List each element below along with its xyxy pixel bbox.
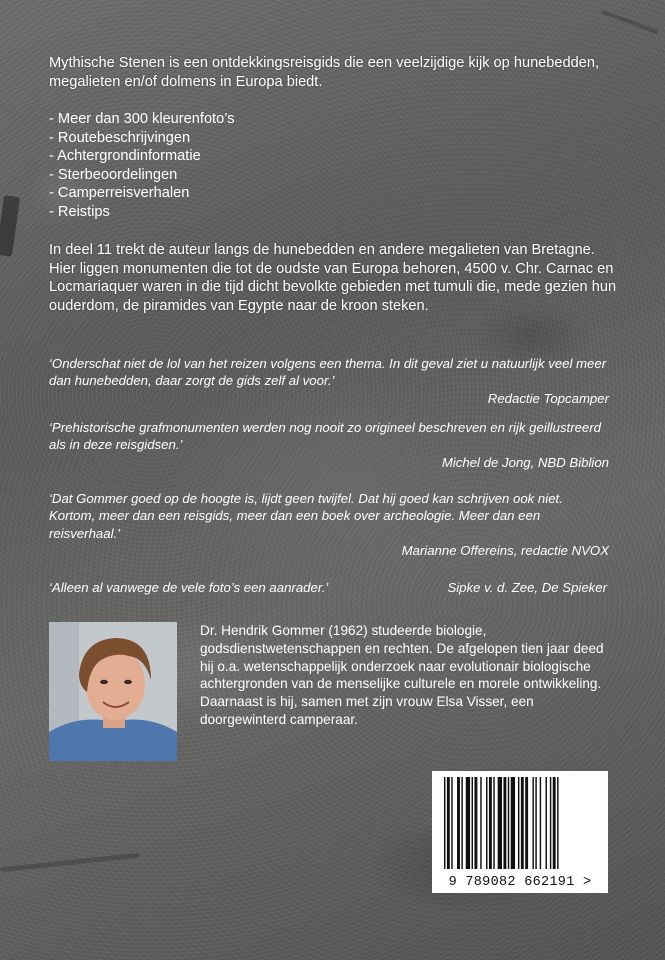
feature-item: - Routebeschrijvingen <box>49 129 191 146</box>
barcode-bar <box>474 777 477 869</box>
isbn-barcode <box>432 771 608 893</box>
barcode-bar <box>546 777 547 869</box>
barcode-bar <box>508 777 509 869</box>
short-review-text: ‘Alleen al vanwege de vele foto’s een aanrader.’ <box>49 580 329 595</box>
stone-crack <box>601 10 659 34</box>
feature-list <box>49 110 235 222</box>
short-review-source: Sipke v. d. Zee, De Spieker <box>447 580 607 595</box>
barcode-bar <box>486 777 487 869</box>
feature-item: - Sterbeoordelingen <box>49 166 178 183</box>
review-quote <box>49 355 609 407</box>
review-source: Redactie Topcamper <box>487 390 609 406</box>
barcode-bar <box>550 777 551 869</box>
review-source: Michel de Jong, NBD Biblion <box>441 454 609 470</box>
review-quote <box>49 419 609 471</box>
feature-item: - Achtergrondinformatie <box>49 148 201 165</box>
barcode-bar <box>503 777 506 869</box>
barcode-bar <box>466 777 470 869</box>
feature-item: - Camperreisverhalen <box>49 185 190 202</box>
review-quote <box>49 490 609 560</box>
review-text: ‘Onderschat niet de lol van het reizen volgens een thema. In dit geval ziet u natuurlijk veel meer dan hunebedden, daar zorgt de gids zelf al voor.’ <box>49 356 607 389</box>
barcode-bar <box>557 777 558 869</box>
description-text: In deel 11 trekt de auteur langs de hunebedden en andere megalieten van Bretagne. Hier liggen monumenten die tot de oudste van Europa behoren, 4500 v. Chr. Carnac en Locmariaquer waren in die tijd dicht bevolkte gebieden met tumuli die, mede gezien hun ouderdom, de piramides van Egypte naar de kroon steken. <box>49 242 617 314</box>
barcode-bar <box>511 777 515 869</box>
barcode-bar <box>489 777 492 869</box>
barcode-bar <box>447 777 450 869</box>
feature-item: - Meer dan 300 kleurenfoto’s <box>49 111 235 127</box>
stone-crack <box>0 853 140 873</box>
barcode-bar <box>444 777 445 869</box>
feature-item: - Reistips <box>49 203 110 220</box>
barcode-bar <box>493 777 494 869</box>
barcode-bar <box>553 777 556 869</box>
review-source: Marianne Offereins, redactie NVOX <box>401 543 609 559</box>
barcode-bar <box>451 777 452 869</box>
barcode-bar <box>480 777 481 869</box>
short-review <box>49 579 607 596</box>
barcode-bars <box>442 777 598 869</box>
barcode-bar <box>498 777 502 869</box>
barcode-bar <box>540 777 541 869</box>
barcode-bar <box>521 777 524 869</box>
barcode-bar <box>457 777 460 869</box>
stone-crack <box>0 195 20 257</box>
barcode-bar <box>532 777 533 869</box>
barcode-bar <box>525 777 528 869</box>
intro-text: Mythische Stenen is een ontdekkingsreisgids die een veelzijdige kijk op hunebedden, megalieten en/of dolmens in Europa biedt. <box>49 55 600 90</box>
author-photo <box>49 622 177 761</box>
review-text: ‘Prehistorische grafmonumenten werden nog nooit zo origineel beschreven en rijk geillustreerd als in deze reisgidsen.’ <box>49 420 601 453</box>
barcode-bar <box>461 777 462 869</box>
author-bio: Dr. Hendrik Gommer (1962) studeerde biologie, godsdienstwetenschappen en rechten. De afgelopen tien jaar deed hij o.a. wetenschappelijk onderzoek naar evolutionair biologische achtergronden van de menselijke culturele en morele ontwikkeling. Daarnaast is hij, samen met zijn vrouw Elsa Visser, een doorgewinterd camperaar. <box>200 623 604 727</box>
barcode-bar <box>518 777 519 869</box>
barcode-bar <box>472 777 473 869</box>
review-text: ‘Dat Gommer goed op de hoogte is, lijdt geen twijfel. Dat hij goed kan schrijven ook niet. Kortom, meer dan een reisgids, meer dan een boek over archeologie. Meer dan een reisverhaal.’ <box>49 491 563 541</box>
barcode-bar <box>535 777 536 869</box>
isbn-number: 9 789082 662191 > <box>448 875 592 890</box>
